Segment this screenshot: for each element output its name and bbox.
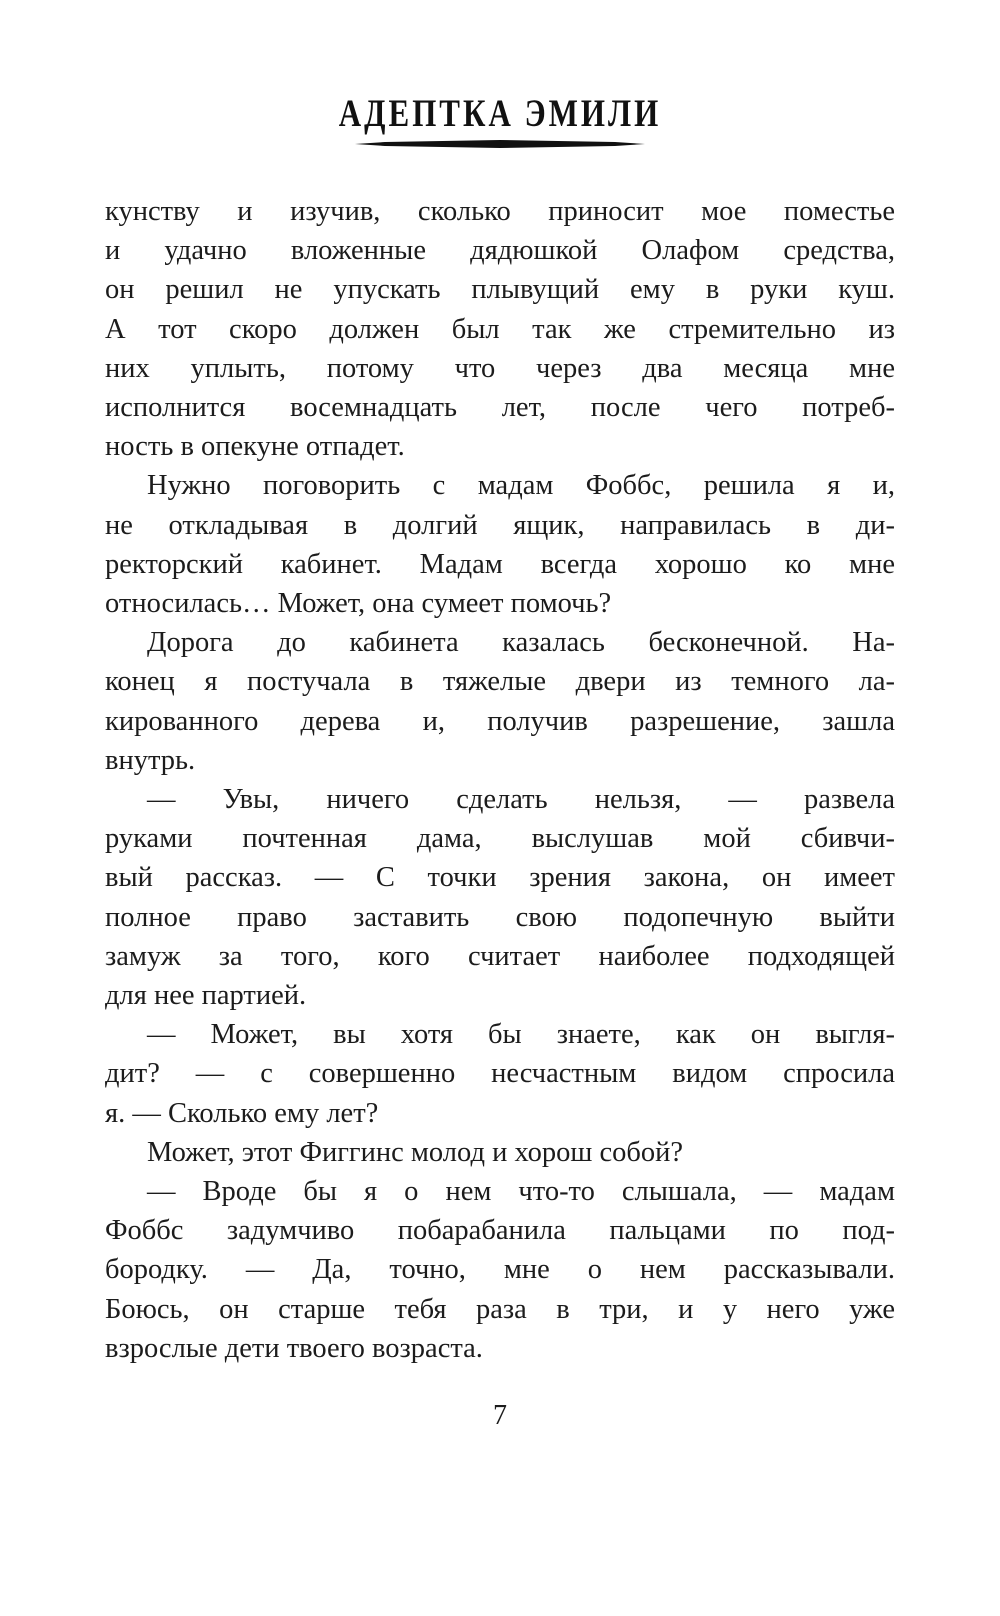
text-line: — Вроде бы я о нем что-то слышала, — мадам (147, 1176, 895, 1208)
text-line: внутрь. (105, 744, 196, 776)
text-line: не откладывая в долгий ящик, направилась в ди- (105, 509, 895, 541)
text-line: и удачно вложенные дядюшкой Олафом средства, (105, 235, 895, 267)
page-number: 7 (493, 1400, 507, 1431)
text-line: для нее партией. (105, 980, 307, 1012)
text-line: Нужно поговорить с мадам Фоббс, решила я и, (147, 470, 895, 502)
text-line: Дорога до кабинета казалась бесконечной. На- (147, 627, 895, 659)
text-line: них уплыть, потому что через два месяца мне (105, 352, 895, 384)
text-line: вый рассказ. — С точки зрения закона, он имеет (105, 862, 895, 894)
text-line: Боюсь, он старше тебя раза в три, и у него уже (105, 1293, 895, 1325)
text-line: ректорский кабинет. Мадам всегда хорошо ко мне (105, 548, 895, 580)
text-line: конец я постучала в тяжелые двери из темного ла- (105, 666, 895, 698)
text-line: Может, этот Фиггинс молод и хорош собой? (147, 1136, 683, 1168)
text-line: он решил не упускать плывущий ему в руки куш. (105, 274, 895, 306)
text-line: Фоббс задумчиво побарабанила пальцами по под- (105, 1215, 895, 1247)
tapered-rule-icon (355, 138, 645, 150)
text-line: исполнится восемнадцать лет, после чего потреб- (105, 392, 895, 424)
paragraph (105, 780, 895, 1015)
paragraph (105, 466, 895, 623)
header-ornament (0, 138, 1000, 150)
text-line: кунству и изучив, сколько приносит мое поместье (105, 196, 895, 227)
body-text (105, 192, 895, 1368)
page-header (0, 91, 1000, 150)
text-line: полное право заставить свою подопечную выйти (105, 901, 895, 933)
text-line: бородку. — Да, точно, мне о нем рассказывали. (105, 1254, 895, 1286)
text-line: относилась… Может, она сумеет помочь? (105, 588, 612, 620)
paragraph (105, 1172, 895, 1368)
paragraph (105, 192, 895, 466)
chapter-title: АДЕПТКА ЭМИЛИ (338, 91, 662, 135)
text-line: замуж за того, кого считает наиболее подходящей (105, 940, 895, 972)
text-line: А тот скоро должен был так же стремительно из (105, 313, 895, 345)
text-line: руками почтенная дама, выслушав мой сбивчи- (105, 823, 895, 855)
paragraph (105, 1015, 895, 1133)
text-line: — Может, вы хотя бы знаете, как он выгля- (147, 1019, 895, 1051)
text-line: ность в опекуне отпадет. (105, 431, 405, 463)
paragraph (105, 623, 895, 780)
text-line: взрослые дети твоего возраста. (105, 1332, 483, 1364)
paragraph (105, 1133, 895, 1172)
text-line: — Увы, ничего сделать нельзя, — развела (147, 784, 895, 816)
text-line: дит? — с совершенно несчастным видом спросила (105, 1058, 895, 1090)
text-line: кированного дерева и, получив разрешение, зашла (105, 705, 895, 737)
text-line: я. — Сколько ему лет? (105, 1097, 379, 1129)
